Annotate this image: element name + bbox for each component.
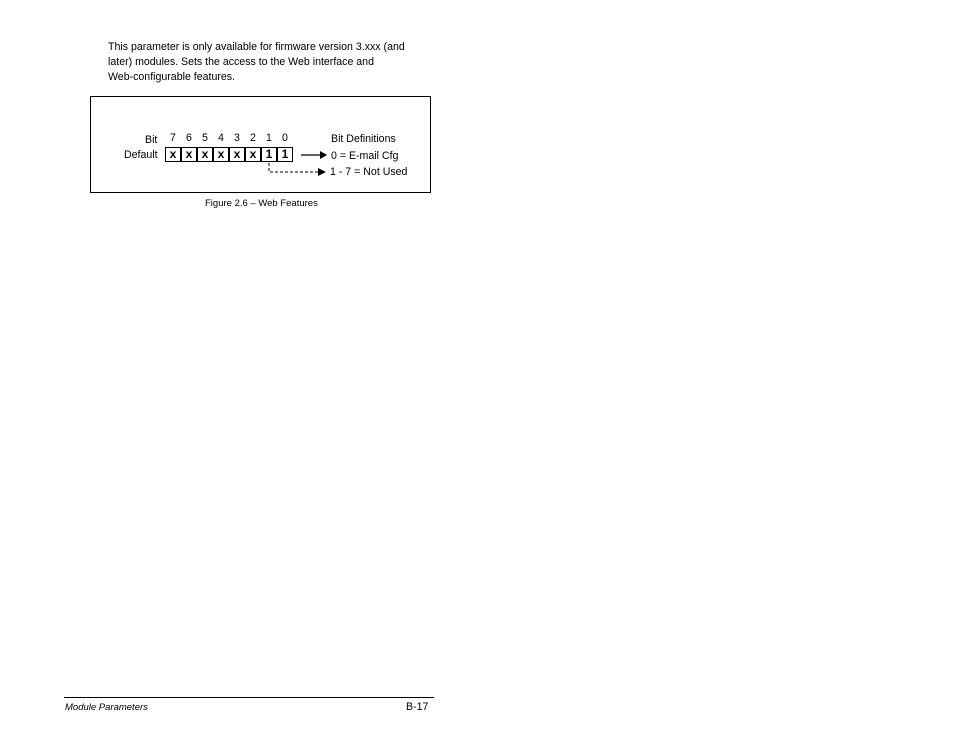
bit-number-3: 3	[234, 132, 240, 144]
definition-bit0: 0 = E-mail Cfg	[331, 150, 399, 162]
intro-line-3: Web-configurable features.	[108, 71, 236, 83]
bit-cell-7: x	[165, 147, 181, 162]
bit-number-5: 5	[202, 132, 208, 144]
bit-row-label: Bit	[145, 134, 158, 146]
bit-number-0: 0	[282, 132, 288, 144]
unused-bits-dashed-arrow	[269, 163, 318, 172]
bit-cell-5: x	[197, 147, 213, 162]
default-row-label: Default	[124, 149, 158, 161]
bit-number-6: 6	[186, 132, 192, 144]
definitions-title: Bit Definitions	[331, 133, 396, 145]
footer-rule	[64, 697, 434, 698]
bit-cell-0: 1	[277, 147, 293, 162]
footer-page-number: B-17	[406, 701, 429, 713]
footer-section-title: Module Parameters	[65, 702, 148, 713]
bit-cell-4: x	[213, 147, 229, 162]
intro-line-1: This parameter is only available for firmware version 3.xxx (and	[108, 41, 405, 53]
bit0-arrow-head	[320, 151, 327, 159]
unused-bits-arrow-head	[318, 168, 326, 176]
bit-number-2: 2	[250, 132, 256, 144]
intro-line-2: later) modules. Sets the access to the Web interface and	[108, 56, 374, 68]
figure-caption: Figure 2.6 – Web Features	[205, 198, 318, 209]
bit-cell-6: x	[181, 147, 197, 162]
definition-bits1-7: 1 - 7 = Not Used	[330, 166, 408, 178]
bit-cell-3: x	[229, 147, 245, 162]
bit-cell-2: x	[245, 147, 261, 162]
bit-cell-1: 1	[261, 147, 277, 162]
bit-number-7: 7	[170, 132, 176, 144]
bit-number-1: 1	[266, 132, 272, 144]
bit-number-4: 4	[218, 132, 224, 144]
